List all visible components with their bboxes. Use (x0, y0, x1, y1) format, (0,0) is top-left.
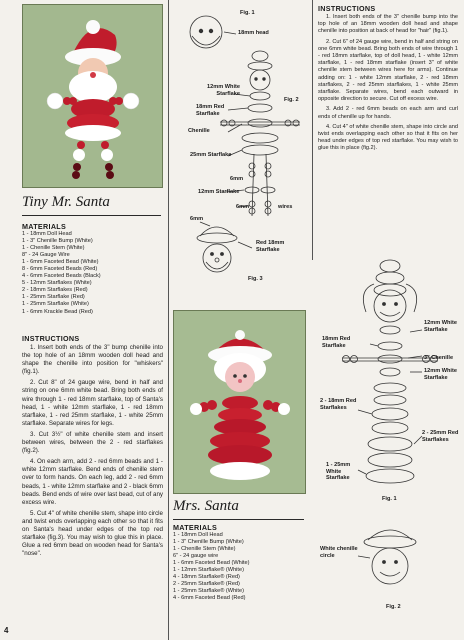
fig2-label: Fig. 2 (386, 604, 401, 610)
mr-santa-materials-list (22, 231, 162, 316)
material-item: 8 - 6mm Faceted Beads (Red) (22, 266, 98, 273)
fig2-chenille-label: White chenille circle (320, 546, 358, 559)
instruction-step: 2. Cut 6" of 24 gauge wire, bend in half and string on one 6mm white bead. Bring both ends of wire through 1 - red 18mm starflake, top of doll head, 1 - white 12mm starflake, 1 - red 18mm starflake (insert 3" of white chenille stem between wires here for arms). Continue adding on: 1 - white 12mm starflake, 2 - red 18mm starflakes, 2 - red 25mm starflakes, 1 - white 25mm starflake. Separate wires, bend each outward in opposite direction to secure. Cut off excess wire. (318, 38, 458, 103)
material-item: 1 - 3" Chenille Bump (White) (22, 238, 93, 245)
mrs-santa-materials-heading: MATERIALS (173, 523, 218, 532)
instruction-step: 3. Cut 3½" of white chenille stem and insert between wires, between the 2 - red starflakes (fig.2). (22, 430, 163, 455)
fig3-6mm-label: 6mm (190, 216, 204, 222)
material-item: 4 - 18mm Starflake® (Red) (173, 574, 240, 581)
fig1-white25-label: 1 - 25mm White Starflake (326, 462, 351, 482)
column-divider-left (168, 0, 169, 640)
fig2-6mm-label: 6mm (230, 176, 244, 182)
fig1-white12b-label: 12mm White Starflake (424, 368, 457, 381)
fig1-chenille-label: 3" Chenille (424, 355, 454, 361)
fig2-red18-label: 18mm Red Starflake (196, 104, 225, 117)
mr-santa-photo (22, 4, 163, 188)
instruction-step: 3. Add 2 - red 6mm beads on each arm and curl ends of chenille up for hands. (318, 106, 458, 120)
title-divider (173, 519, 304, 520)
instruction-step: 4. Cut 4" of white chenille stem, shape into circle and twist ends overlapping each other so that it fits on her head under edges of top red starflake. You may wish to glue this in place (fig.2). (318, 123, 458, 152)
fig1-red18-label: 18mm Red Starflake (322, 336, 351, 349)
material-item: 1 - Chenille Stem (White) (173, 546, 236, 553)
mr-santa-title: Tiny Mr. Santa (22, 194, 110, 210)
fig1-red18b-label: 2 - 18mm Red Starflakes (320, 398, 357, 411)
title-divider (22, 215, 161, 216)
mrs-santa-instructions-heading: INSTRUCTIONS (318, 4, 376, 13)
material-item: 1 - 6mm Faceted Bead (White) (22, 259, 99, 266)
material-item: 1 - 25mm Starflake® (White) (173, 588, 244, 595)
material-item: 2 - 18mm Starflakes (Red) (22, 287, 88, 294)
material-item: 8" - 24 Gauge Wire (22, 252, 70, 259)
material-item: 4 - 6mm Faceted Bead (Red) (173, 595, 246, 602)
fig2-chenille-label: Chenille (188, 128, 210, 134)
material-item: 1 - 3" Chenille Bump (White) (173, 539, 244, 546)
instruction-step: 2. Cut 8" of 24 gauge wire, bend in half and string on one 6mm white bead. Bring both ends of wire through 1 - red 18mm starflake, top of Santa's head, 1 - white 12mm starflake, 1 - red 18mm starflake, 1 - red 25mm starflake, 1 - white 25mm starflake. Separate wires for legs. (22, 379, 163, 427)
instruction-step: 5. Cut 4" of white chenille stem, shape into circle and twist ends overlapping each other so that it fits on Santa's head under edges of the top red starflake (fig.3). You may wish to glue this in place. Glue a red 6mm bead on wooden head for Santa's "nose". (22, 509, 163, 558)
mr-santa-instructions-heading: INSTRUCTIONS (22, 334, 80, 343)
mr-santa-instructions (22, 344, 163, 561)
fig1-red25-label: 2 - 25mm Red Starflakes (422, 430, 459, 443)
mrs-santa-photo (173, 310, 306, 494)
fig2-red25-label: 25mm Starflake (190, 152, 232, 158)
material-item: 5 - 12mm Starflakes (White) (22, 280, 92, 287)
fig3-red-label: Red 18mm Starflake (256, 240, 285, 253)
fig1-label: Fig. 1 (382, 496, 397, 502)
fig1-label: Fig. 1 (240, 10, 255, 16)
fig2-label: Fig. 2 (284, 97, 299, 103)
mrs-santa-instructions (318, 14, 458, 156)
fig2-white12-label: 12mm White Starflake (207, 84, 240, 97)
instruction-step: 1. Insert both ends of the 3" chenille bump into the top hole of an 18mm wooden doll head and shape chenille into position at back of head for "hair" (fig.1). (318, 14, 458, 35)
instruction-step: 4. On each arm, add 2 - red 6mm beads and 1 - white 12mm starflake. Bend ends of chenille stem over to form hands. On each leg, add 2 - red 6mm beads, 1 - white 12mm starflake and 2 - black 6mm beads. Bend ends of wire over last bead, cut of any excess wire. (22, 458, 163, 506)
mrs-santa-title: Mrs. Santa (173, 498, 239, 514)
fig2-white12b-label: 12mm Starflake (198, 189, 240, 195)
page-number: 4 (4, 626, 9, 635)
material-item: 2 - 25mm Starflake® (Red) (173, 581, 240, 588)
fig1-head-label: 18mm head (238, 30, 269, 36)
mrs-santa-materials-list (173, 532, 308, 602)
material-item: 1 - 25mm Starflake (White) (22, 301, 89, 308)
material-item: 1 - 6mm Krackle Bead (Red) (22, 308, 93, 315)
material-item: 1 - 18mm Doll Head (22, 231, 72, 237)
fig1-white12-label: 12mm White Starflake (424, 320, 457, 333)
material-item: 1 - 18mm Doll Head (173, 532, 223, 538)
fig3-label: Fig. 3 (248, 276, 263, 282)
material-item: 1 - 6mm Faceted Bead (White) (173, 560, 250, 567)
instruction-step: 1. Insert both ends of the 3" bump chenille into the top hole of an 18mm wooden doll head and shape the chenille into position for "whiskers" (fig.1). (22, 344, 163, 376)
material-item: 1 - 25mm Starflake (Red) (22, 294, 85, 301)
column-divider-right (312, 0, 313, 260)
fig2-6mmb-label: 6mm (236, 204, 250, 210)
material-item: 4 - 6mm Faceted Beads (Black) (22, 273, 101, 280)
material-item: 6" - 24 gauge wire (173, 553, 219, 560)
fig2-wires-label: wires (278, 204, 293, 210)
material-item: 1 - 12mm Starflake® (White) (173, 567, 244, 574)
mr-santa-materials-heading: MATERIALS (22, 222, 67, 231)
material-item: 1 - Chenille Stem (White) (22, 245, 85, 252)
